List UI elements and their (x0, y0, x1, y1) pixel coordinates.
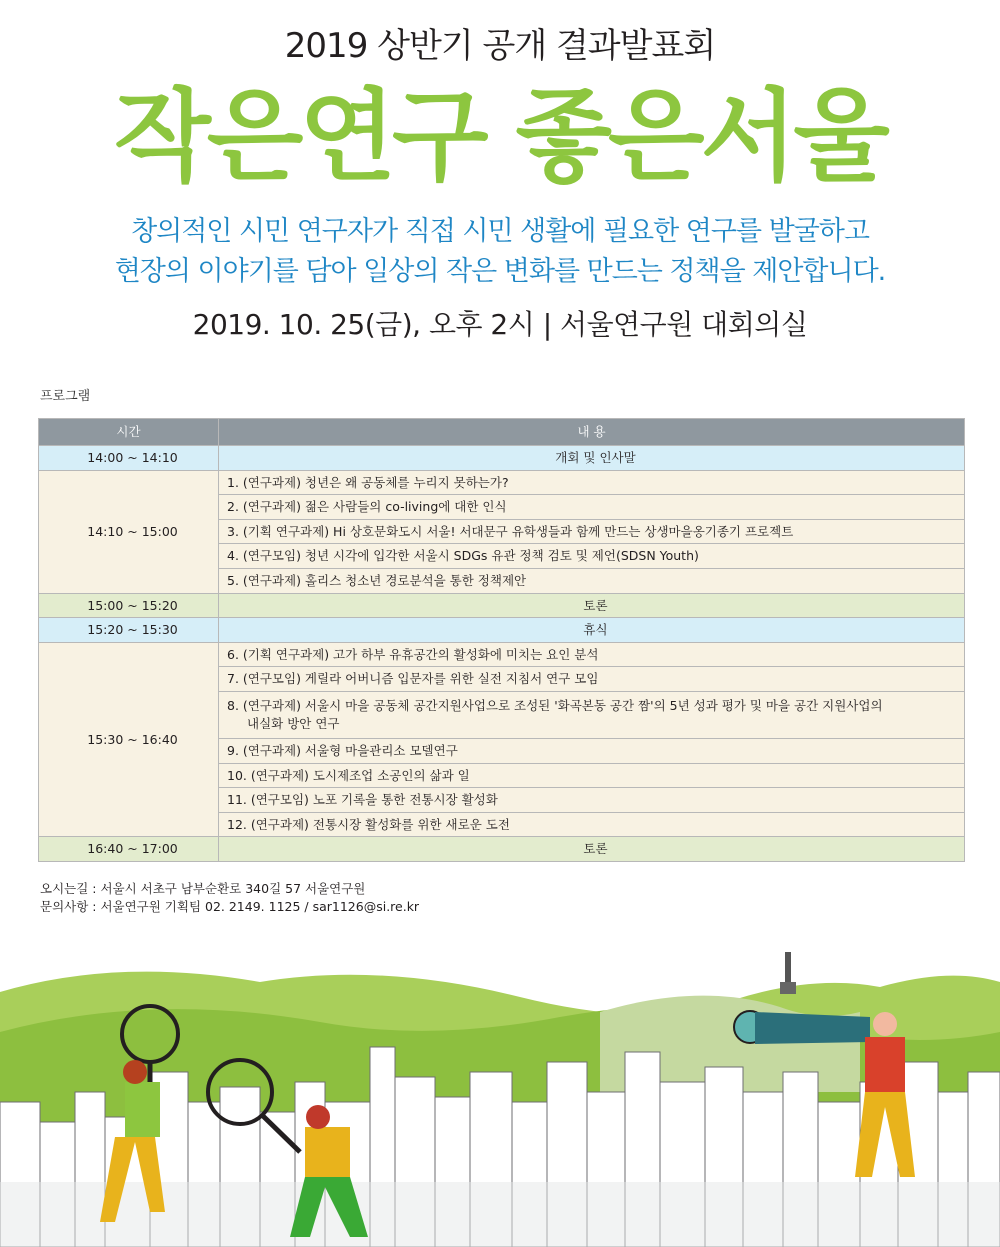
event-datetime: 2019. 10. 25(금), 오후 2시 | 서울연구원 대회의실 (192, 308, 808, 341)
row-time: 14:00 ~ 14:10 (39, 446, 219, 471)
program-item: 2. (연구과제) 젊은 사람들의 co-living에 대한 인식 (219, 495, 965, 520)
program-item: 3. (기획 연구과제) Hi 상호문화도시 서울! 서대문구 유학생들과 함께 만드는 상생마을옹기종기 프로젝트 (219, 519, 965, 544)
description-line-2: 현장의 이야기를 담아 일상의 작은 변화를 만드는 정책을 제안합니다. (114, 256, 886, 287)
description-line-1: 창의적인 시민 연구자가 직접 시민 생활에 필요한 연구를 발굴하고 (131, 216, 869, 247)
table-row (39, 446, 965, 471)
event-subtitle: 2019 상반기 공개 결과발표회 (284, 26, 716, 66)
row-time: 15:30 ~ 16:40 (39, 642, 219, 837)
row-time: 16:40 ~ 17:00 (39, 837, 219, 862)
table-header-row (39, 419, 965, 446)
table-row (39, 470, 965, 495)
program-item-line: 8. (연구과제) 서울시 마을 공동체 공간지원사업으로 조성된 '화곡본동 공간 짬'의 5년 성과 평가 및 마을 공간 지원사업의 (227, 697, 883, 713)
table-row (39, 837, 965, 862)
row-content: 토론 (219, 837, 965, 862)
program-item: 11. (연구모임) 노포 기록을 통한 전통시장 활성화 (219, 788, 965, 813)
program-item: 6. (기획 연구과제) 고가 하부 유휴공간의 활성화에 미치는 요인 분석 (219, 642, 965, 667)
program-item: 10. (연구과제) 도시제조업 소공인의 삶과 일 (219, 763, 965, 788)
column-header-time: 시간 (39, 419, 219, 446)
row-content: 개회 및 인사말 (219, 446, 965, 471)
location-text: 오시는길 : 서울시 서초구 남부순환로 340길 57 서울연구원 (40, 881, 366, 896)
city-illustration (0, 952, 1000, 1247)
program-item: 1. (연구과제) 청년은 왜 공동체를 누리지 못하는가? (219, 470, 965, 495)
program-table (38, 418, 965, 862)
row-time: 15:00 ~ 15:20 (39, 593, 219, 618)
program-item: 7. (연구모임) 게릴라 어버니즘 입문자를 위한 실전 지침서 연구 모임 (219, 667, 965, 692)
program-item: 4. (연구모임) 청년 시각에 입각한 서울시 SDGs 유관 정책 검토 및 제언(SDSN Youth) (219, 544, 965, 569)
table-row (39, 593, 965, 618)
program-item: 5. (연구과제) 홀리스 청소년 경로분석을 통한 정책제안 (219, 568, 965, 593)
row-time: 15:20 ~ 15:30 (39, 618, 219, 643)
program-item (219, 691, 965, 738)
event-info (40, 880, 419, 916)
row-content: 휴식 (219, 618, 965, 643)
row-time: 14:10 ~ 15:00 (39, 470, 219, 593)
program-item-line: 내실화 방안 연구 (247, 715, 340, 731)
program-item: 9. (연구과제) 서울형 마을관리소 모델연구 (219, 738, 965, 763)
column-header-content: 내 용 (219, 419, 965, 446)
event-title: 작은연구 좋은서울 (114, 78, 886, 195)
table-row (39, 618, 965, 643)
contact-text: 문의사항 : 서울연구원 기획팀 02. 2149. 1125 / sar1126@si.re.kr (40, 899, 420, 914)
event-description (0, 212, 1000, 292)
program-item: 12. (연구과제) 전통시장 활성화를 위한 새로운 도전 (219, 812, 965, 837)
program-label: 프로그램 (40, 389, 91, 404)
row-content: 토론 (219, 593, 965, 618)
table-row (39, 642, 965, 667)
